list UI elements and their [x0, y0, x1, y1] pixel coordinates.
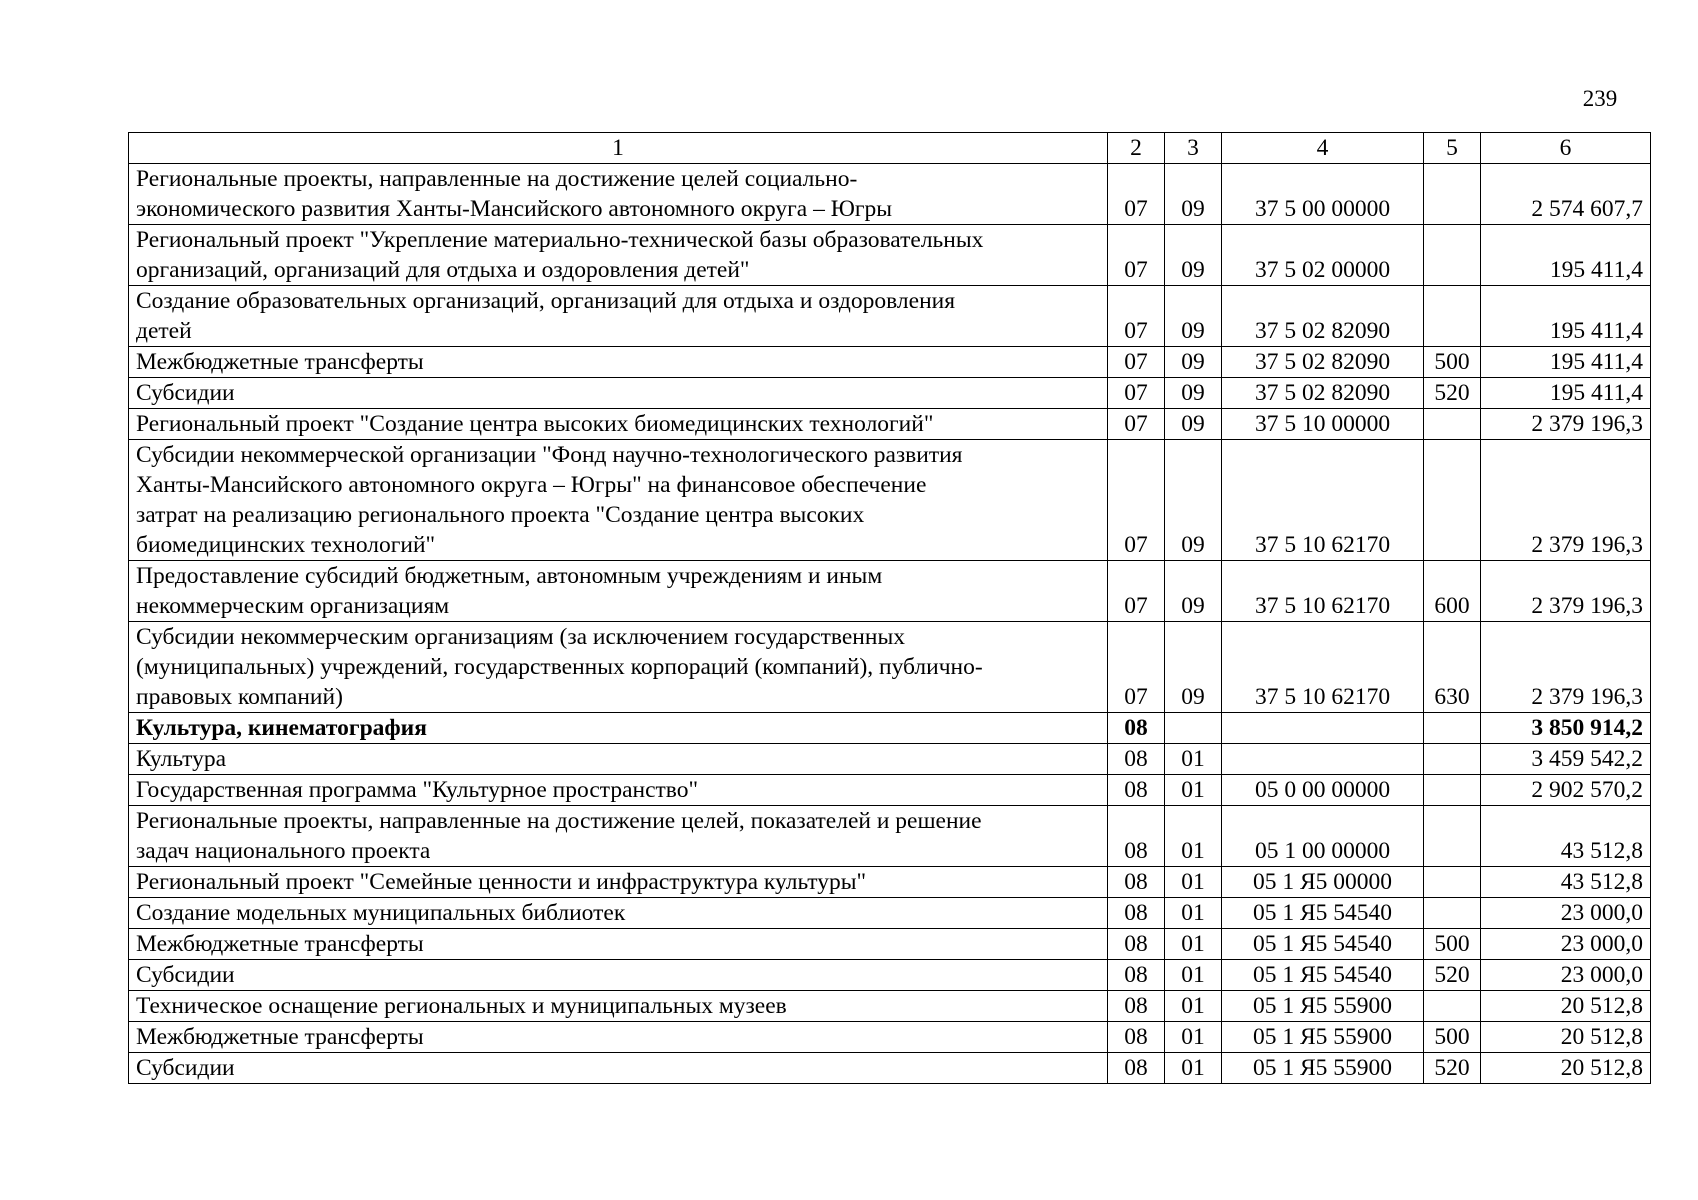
- cell-name: Субсидии некоммерческим организациям (за исключением государственных (муниципальных) учреждений, государственных корпораций (компаний), публично- правовых компаний): [129, 622, 1108, 713]
- cell-section: 08: [1108, 867, 1165, 898]
- cell-name: Субсидии: [129, 960, 1108, 991]
- cell-section: 08: [1108, 929, 1165, 960]
- cell-expense-type: 500: [1424, 347, 1481, 378]
- cell-subsection: [1165, 713, 1222, 744]
- table-row: [129, 1053, 1651, 1084]
- cell-section: 07: [1108, 622, 1165, 713]
- cell-name: Создание модельных муниципальных библиотек: [129, 898, 1108, 929]
- cell-name: Межбюджетные трансферты: [129, 1022, 1108, 1053]
- table-row: [129, 867, 1651, 898]
- cell-target-article: 05 1 Я5 00000: [1222, 867, 1424, 898]
- cell-subsection: 01: [1165, 991, 1222, 1022]
- cell-expense-type: [1424, 744, 1481, 775]
- cell-name: Региональные проекты, направленные на достижение целей социально- экономического развития Ханты-Мансийского автономного округа – Югры: [129, 164, 1108, 225]
- cell-section: 08: [1108, 775, 1165, 806]
- table-row: [129, 286, 1651, 347]
- cell-amount: 195 411,4: [1481, 378, 1651, 409]
- cell-name: Государственная программа "Культурное пространство": [129, 775, 1108, 806]
- cell-amount: 43 512,8: [1481, 806, 1651, 867]
- cell-section: 08: [1108, 898, 1165, 929]
- header-cell-col-1: 1: [129, 133, 1108, 164]
- cell-section: 07: [1108, 347, 1165, 378]
- cell-amount: 2 379 196,3: [1481, 409, 1651, 440]
- cell-amount: 2 379 196,3: [1481, 561, 1651, 622]
- cell-subsection: 01: [1165, 806, 1222, 867]
- cell-section: 07: [1108, 440, 1165, 561]
- table-row: [129, 347, 1651, 378]
- cell-amount: 195 411,4: [1481, 286, 1651, 347]
- cell-expense-type: 630: [1424, 622, 1481, 713]
- cell-amount: 2 902 570,2: [1481, 775, 1651, 806]
- cell-amount: 43 512,8: [1481, 867, 1651, 898]
- cell-amount: 3 850 914,2: [1481, 713, 1651, 744]
- cell-name: Культура: [129, 744, 1108, 775]
- cell-subsection: 09: [1165, 378, 1222, 409]
- cell-subsection: 09: [1165, 409, 1222, 440]
- cell-target-article: 05 1 Я5 55900: [1222, 1022, 1424, 1053]
- table-row: [129, 775, 1651, 806]
- cell-subsection: 09: [1165, 347, 1222, 378]
- header-cell-col-5: 5: [1424, 133, 1481, 164]
- cell-target-article: 05 1 Я5 55900: [1222, 1053, 1424, 1084]
- cell-expense-type: [1424, 867, 1481, 898]
- cell-target-article: [1222, 713, 1424, 744]
- table-header-row: [129, 133, 1651, 164]
- cell-subsection: 01: [1165, 1053, 1222, 1084]
- cell-name: Предоставление субсидий бюджетным, автономным учреждениям и иным некоммерческим организациям: [129, 561, 1108, 622]
- cell-expense-type: 520: [1424, 960, 1481, 991]
- cell-target-article: 05 1 00 00000: [1222, 806, 1424, 867]
- cell-amount: 2 379 196,3: [1481, 622, 1651, 713]
- header-cell-col-4: 4: [1222, 133, 1424, 164]
- cell-expense-type: [1424, 898, 1481, 929]
- cell-amount: 23 000,0: [1481, 929, 1651, 960]
- table-row: [129, 898, 1651, 929]
- cell-name: Техническое оснащение региональных и муниципальных музеев: [129, 991, 1108, 1022]
- cell-amount: 20 512,8: [1481, 991, 1651, 1022]
- header-cell-col-3: 3: [1165, 133, 1222, 164]
- cell-name: Субсидии: [129, 378, 1108, 409]
- cell-amount: 195 411,4: [1481, 225, 1651, 286]
- cell-amount: 195 411,4: [1481, 347, 1651, 378]
- cell-target-article: 05 1 Я5 54540: [1222, 960, 1424, 991]
- cell-subsection: 09: [1165, 225, 1222, 286]
- cell-target-article: 37 5 02 82090: [1222, 347, 1424, 378]
- cell-section: 07: [1108, 286, 1165, 347]
- table-row: [129, 164, 1651, 225]
- cell-subsection: 01: [1165, 960, 1222, 991]
- cell-target-article: 37 5 02 00000: [1222, 225, 1424, 286]
- cell-expense-type: 500: [1424, 929, 1481, 960]
- cell-amount: 20 512,8: [1481, 1053, 1651, 1084]
- cell-subsection: 01: [1165, 898, 1222, 929]
- table-row: [129, 991, 1651, 1022]
- cell-subsection: 09: [1165, 561, 1222, 622]
- cell-name: Субсидии: [129, 1053, 1108, 1084]
- cell-section: 08: [1108, 1053, 1165, 1084]
- cell-name: Культура, кинематография: [129, 713, 1108, 744]
- cell-amount: 23 000,0: [1481, 960, 1651, 991]
- cell-subsection: 01: [1165, 1022, 1222, 1053]
- cell-section: 08: [1108, 806, 1165, 867]
- cell-subsection: 09: [1165, 164, 1222, 225]
- cell-expense-type: [1424, 991, 1481, 1022]
- table-body: [129, 133, 1651, 1084]
- budget-table: [128, 132, 1651, 1084]
- cell-target-article: 37 5 10 62170: [1222, 622, 1424, 713]
- cell-amount: 2 379 196,3: [1481, 440, 1651, 561]
- table-row: [129, 440, 1651, 561]
- cell-subsection: 09: [1165, 622, 1222, 713]
- cell-expense-type: [1424, 713, 1481, 744]
- cell-subsection: 01: [1165, 775, 1222, 806]
- cell-name: Межбюджетные трансферты: [129, 347, 1108, 378]
- cell-target-article: 37 5 10 62170: [1222, 440, 1424, 561]
- cell-target-article: 05 0 00 00000: [1222, 775, 1424, 806]
- cell-name: Региональные проекты, направленные на достижение целей, показателей и решение задач национального проекта: [129, 806, 1108, 867]
- cell-subsection: 09: [1165, 440, 1222, 561]
- cell-amount: 2 574 607,7: [1481, 164, 1651, 225]
- page-number: 239: [1582, 86, 1618, 111]
- cell-expense-type: 520: [1424, 1053, 1481, 1084]
- cell-name: Региональный проект "Укрепление материально-технической базы образовательных организаций, организаций для отдыха и оздоровления детей": [129, 225, 1108, 286]
- cell-expense-type: [1424, 440, 1481, 561]
- cell-section: 08: [1108, 960, 1165, 991]
- table-row: [129, 225, 1651, 286]
- table-row: [129, 622, 1651, 713]
- cell-expense-type: [1424, 409, 1481, 440]
- cell-subsection: 01: [1165, 744, 1222, 775]
- cell-expense-type: 500: [1424, 1022, 1481, 1053]
- cell-name: Создание образовательных организаций, организаций для отдыха и оздоровления детей: [129, 286, 1108, 347]
- cell-expense-type: [1424, 225, 1481, 286]
- cell-target-article: 37 5 02 82090: [1222, 378, 1424, 409]
- cell-target-article: 05 1 Я5 55900: [1222, 991, 1424, 1022]
- cell-target-article: 05 1 Я5 54540: [1222, 929, 1424, 960]
- table-row: [129, 960, 1651, 991]
- cell-section: 07: [1108, 225, 1165, 286]
- header-cell-col-6: 6: [1481, 133, 1651, 164]
- cell-target-article: [1222, 744, 1424, 775]
- cell-target-article: 37 5 00 00000: [1222, 164, 1424, 225]
- cell-section: 07: [1108, 378, 1165, 409]
- header-cell-col-2: 2: [1108, 133, 1165, 164]
- cell-expense-type: 600: [1424, 561, 1481, 622]
- cell-name: Региональный проект "Семейные ценности и инфраструктура культуры": [129, 867, 1108, 898]
- cell-section: 07: [1108, 561, 1165, 622]
- table-row: [129, 929, 1651, 960]
- cell-expense-type: 520: [1424, 378, 1481, 409]
- cell-subsection: 01: [1165, 867, 1222, 898]
- cell-expense-type: [1424, 164, 1481, 225]
- cell-target-article: 37 5 02 82090: [1222, 286, 1424, 347]
- table-row: [129, 744, 1651, 775]
- cell-section: 08: [1108, 744, 1165, 775]
- cell-expense-type: [1424, 286, 1481, 347]
- cell-name: Межбюджетные трансферты: [129, 929, 1108, 960]
- table-row: [129, 806, 1651, 867]
- table-row: [129, 409, 1651, 440]
- cell-section: 07: [1108, 164, 1165, 225]
- cell-target-article: 05 1 Я5 54540: [1222, 898, 1424, 929]
- cell-section: 08: [1108, 991, 1165, 1022]
- cell-amount: 20 512,8: [1481, 1022, 1651, 1053]
- cell-expense-type: [1424, 806, 1481, 867]
- cell-amount: 23 000,0: [1481, 898, 1651, 929]
- table-row: [129, 713, 1651, 744]
- table-row: [129, 378, 1651, 409]
- table-row: [129, 1022, 1651, 1053]
- cell-expense-type: [1424, 775, 1481, 806]
- cell-target-article: 37 5 10 00000: [1222, 409, 1424, 440]
- table-row: [129, 561, 1651, 622]
- cell-subsection: 09: [1165, 286, 1222, 347]
- cell-section: 08: [1108, 713, 1165, 744]
- cell-target-article: 37 5 10 62170: [1222, 561, 1424, 622]
- cell-name: Субсидии некоммерческой организации "Фонд научно-технологического развития Ханты-Мансийского автономного округа – Югры" на финансовое обеспечение затрат на реализацию регионального проекта "Создание центра высоких биомедицинских технологий": [129, 440, 1108, 561]
- cell-amount: 3 459 542,2: [1481, 744, 1651, 775]
- cell-section: 07: [1108, 409, 1165, 440]
- cell-section: 08: [1108, 1022, 1165, 1053]
- cell-name: Региональный проект "Создание центра высоких биомедицинских технологий": [129, 409, 1108, 440]
- cell-subsection: 01: [1165, 929, 1222, 960]
